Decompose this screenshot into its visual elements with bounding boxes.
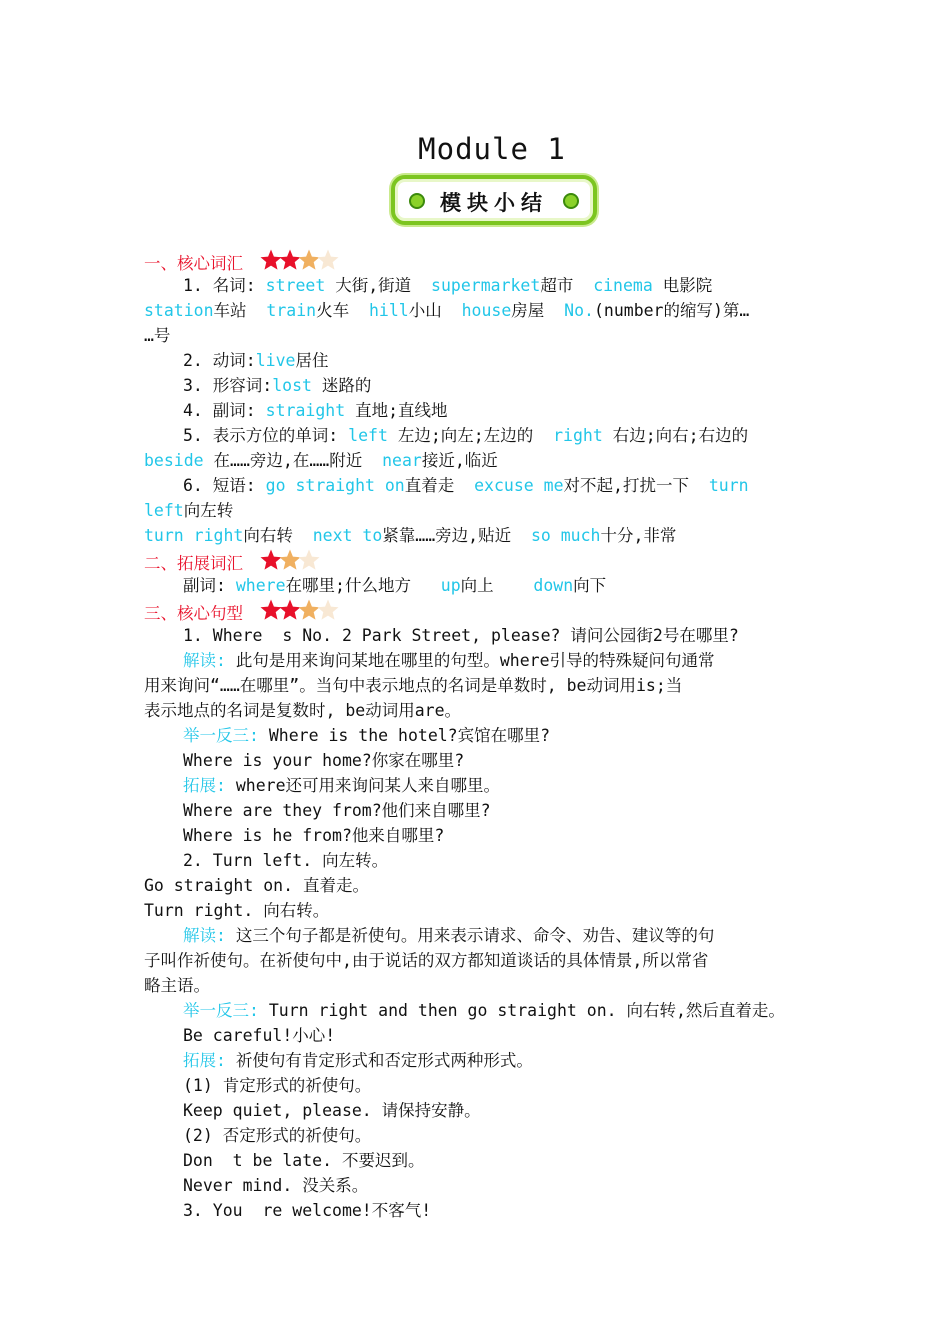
text-line: [144, 473, 804, 498]
text-segment: 2. 动词:: [183, 351, 256, 370]
text-segment: Turn right. 向右转。: [144, 901, 330, 920]
text-segment: Where is he from?他来自哪里?: [183, 826, 445, 845]
text-line: [144, 1173, 804, 1198]
text-line: [144, 273, 804, 298]
text-segment: 6. 短语:: [183, 476, 266, 495]
keyword: street: [265, 276, 326, 295]
text-segment: Where is your home?你家在哪里?: [183, 751, 465, 770]
text-line: [144, 798, 804, 823]
keyword: turn right: [144, 526, 244, 545]
text-segment: 向下: [573, 576, 607, 595]
section-heading-text: 三、核心句型: [144, 604, 243, 623]
text-segment: 1. Where s No. 2 Park Street, please? 请问公园街2号在哪里?: [183, 626, 739, 645]
text-segment: Turn right and then go straight on. 向右转,然后直着走。: [268, 1001, 785, 1020]
text-segment: 火车: [316, 301, 369, 320]
text-segment: Never mind. 没关系。: [183, 1176, 369, 1195]
keyword: supermarket: [431, 276, 541, 295]
section-heading: [144, 598, 804, 623]
keyword: 拓展:: [183, 776, 236, 795]
text-segment: Keep quiet, please. 请保持安静。: [183, 1101, 481, 1120]
text-line: [144, 1198, 804, 1223]
text-segment: 车站: [213, 301, 267, 320]
keyword: down: [533, 576, 574, 595]
section-badge: [391, 175, 597, 225]
text-segment: 房屋: [511, 301, 565, 320]
keyword: where: [235, 576, 286, 595]
text-line: [144, 398, 804, 423]
text-line: [144, 1048, 804, 1073]
text-segment: 在哪里;什么地方: [285, 576, 441, 595]
text-segment: 此句是用来询问某地在哪里的句型。where引导的特殊疑问句通常: [235, 651, 715, 670]
text-line: [144, 773, 804, 798]
text-line: [144, 973, 804, 998]
text-segment: 用来询问“……在哪里”。当句中表示地点的名词是单数时, be动词用is;当: [144, 676, 683, 695]
keyword: up: [440, 576, 461, 595]
text-segment: 直着走: [404, 476, 475, 495]
text-segment: 子叫作祈使句。在祈使句中,由于说话的双方都知道谈话的具体情景,所以常省: [144, 951, 709, 970]
keyword: go straight on: [265, 476, 405, 495]
text-line: [144, 348, 804, 373]
section-heading: [144, 248, 804, 273]
text-line: [144, 573, 804, 598]
star-icon: [316, 598, 340, 622]
text-line: [144, 1148, 804, 1173]
text-segment: 向右转: [243, 526, 313, 545]
keyword: so much: [530, 526, 601, 545]
star-icon: [316, 248, 340, 272]
text-segment: 居住: [295, 351, 329, 370]
text-segment: 向左转: [183, 501, 234, 520]
text-segment: 超市: [540, 276, 594, 295]
keyword: turn: [708, 476, 749, 495]
text-line: [144, 873, 804, 898]
keyword: right: [553, 426, 603, 445]
text-line: [144, 673, 804, 698]
module-title: Module 1: [418, 132, 566, 166]
text-segment: (2) 否定形式的祈使句。: [183, 1126, 372, 1145]
text-line: [144, 1073, 804, 1098]
text-line: [144, 748, 804, 773]
text-segment: 副词:: [183, 576, 236, 595]
text-segment: Don t be late. 不要迟到。: [183, 1151, 425, 1170]
keyword: lost: [272, 376, 312, 395]
text-line: [144, 523, 804, 548]
text-segment: …号: [144, 326, 171, 345]
keyword: cinema: [593, 276, 653, 295]
text-line: [144, 898, 804, 923]
keyword: train: [266, 301, 317, 320]
text-segment: 十分,非常: [600, 526, 677, 545]
text-segment: 4. 副词:: [183, 401, 266, 420]
text-segment: 直地;直线地: [345, 401, 448, 420]
keyword: left: [144, 501, 184, 520]
text-line: [144, 698, 804, 723]
text-line: [144, 948, 804, 973]
text-line: [144, 723, 804, 748]
keyword: beside: [144, 451, 204, 470]
text-line: [144, 823, 804, 848]
text-line: [144, 1123, 804, 1148]
text-line: [144, 623, 804, 648]
text-segment: Go straight on. 直着走。: [144, 876, 369, 895]
text-segment: Where is the hotel?宾馆在哪里?: [268, 726, 551, 745]
keyword: 举一反三:: [183, 1001, 269, 1020]
text-line: [144, 423, 804, 448]
text-segment: 3. 形容词:: [183, 376, 273, 395]
keyword: 举一反三:: [183, 726, 269, 745]
text-line: [144, 448, 804, 473]
text-line: [144, 923, 804, 948]
keyword: straight: [265, 401, 346, 420]
keyword: live: [255, 351, 296, 370]
text-segment: 2. Turn left. 向左转。: [183, 851, 389, 870]
section-heading: [144, 548, 804, 573]
text-segment: 左边;向左;左边的: [387, 426, 554, 445]
keyword: No.: [564, 301, 594, 320]
keyword: station: [144, 301, 214, 320]
document-body: [144, 248, 804, 1223]
text-segment: 在……旁边,在……附近: [203, 451, 383, 470]
text-segment: 5. 表示方位的单词:: [183, 426, 349, 445]
text-segment: 紧靠……旁边,贴近: [382, 526, 531, 545]
badge-label: 模块小结: [440, 191, 548, 215]
text-segment: 电影院: [652, 276, 713, 295]
text-segment: 向上: [460, 576, 534, 595]
keyword: house: [461, 301, 512, 320]
section-heading-text: 二、拓展词汇: [144, 554, 243, 573]
text-segment: 对不起,打扰一下: [563, 476, 709, 495]
text-segment: 小山: [408, 301, 462, 320]
text-segment: where还可用来询问某人来自哪里。: [235, 776, 501, 795]
keyword: next to: [312, 526, 383, 545]
keyword: near: [382, 451, 422, 470]
text-segment: 3. You re welcome!不客气!: [183, 1201, 432, 1220]
keyword: 解读:: [183, 651, 236, 670]
text-line: [144, 373, 804, 398]
text-segment: 迷路的: [312, 376, 372, 395]
text-line: [144, 1023, 804, 1048]
text-line: [144, 323, 804, 348]
keyword: hill: [368, 301, 409, 320]
text-segment: 这三个句子都是祈使句。用来表示请求、命令、劝告、建议等的句: [235, 926, 715, 945]
keyword: excuse me: [474, 476, 564, 495]
text-line: [144, 1098, 804, 1123]
text-line: [144, 998, 804, 1023]
text-segment: (1) 肯定形式的祈使句。: [183, 1076, 372, 1095]
text-line: [144, 298, 804, 323]
text-segment: 略主语。: [144, 976, 210, 995]
text-segment: (number的缩写)第…: [593, 301, 750, 320]
keyword: left: [348, 426, 388, 445]
green-dot-icon: [563, 193, 579, 209]
text-segment: 接近,临近: [421, 451, 498, 470]
keyword: 解读:: [183, 926, 236, 945]
text-segment: 表示地点的名词是复数时, be动词用are。: [144, 701, 462, 720]
text-line: [144, 848, 804, 873]
text-segment: Where are they from?他们来自哪里?: [183, 801, 491, 820]
text-segment: 右边;向右;右边的: [602, 426, 749, 445]
section-heading-text: 一、核心词汇: [144, 254, 243, 273]
star-icon: [297, 548, 321, 572]
text-segment: 祈使句有肯定形式和否定形式两种形式。: [235, 1051, 533, 1070]
text-segment: 1. 名词:: [183, 276, 266, 295]
keyword: 拓展:: [183, 1051, 236, 1070]
text-segment: 大街,街道: [325, 276, 432, 295]
text-line: [144, 498, 804, 523]
text-line: [144, 648, 804, 673]
text-segment: Be careful!小心!: [183, 1026, 336, 1045]
